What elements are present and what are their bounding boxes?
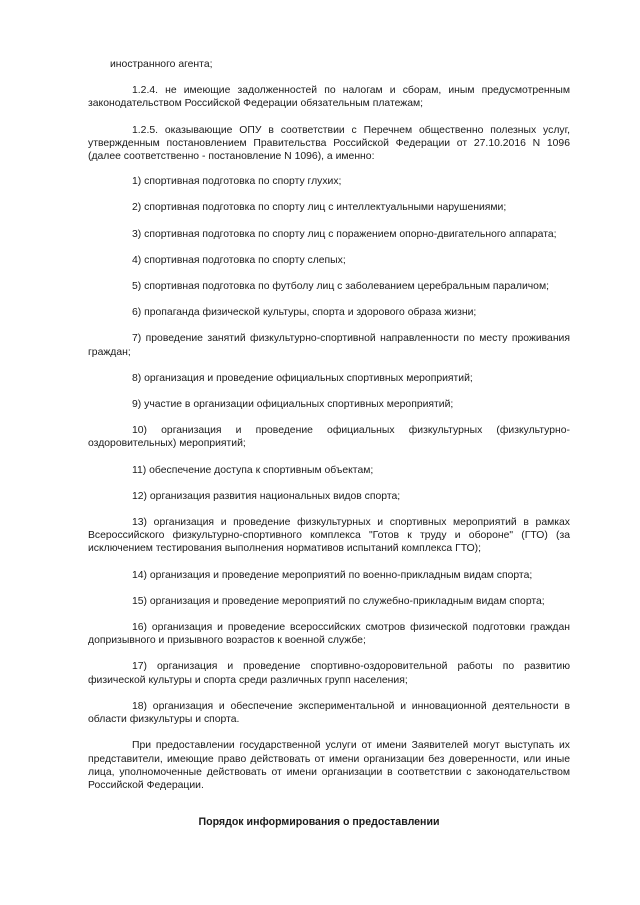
paragraph-1-2-4: 1.2.4. не имеющие задолженностей по налогам и сборам, иным предусмотренным законодательством Российской Федерации обязательным платежам;	[88, 85, 570, 110]
list-item: 1) спортивная подготовка по спорту глухих;	[132, 176, 342, 188]
list-item: 13) организация и проведение физкультурных и спортивных мероприятий в рамках Всероссийского физкультурно-спортивного комплекса "Готов к труду и обороне" (ГТО) (за исключением тестирования выполнения нормативов испытаний комплекса ГТО);	[88, 517, 570, 555]
list-item: 11) обеспечение доступа к спортивным объектам;	[132, 464, 374, 476]
list-item: 4) спортивная подготовка по спорту слепых;	[132, 254, 346, 266]
list-item: 10) организация и проведение официальных физкультурных (физкультурно-оздоровительных) мероприятий;	[88, 425, 570, 450]
list-item: 16) организация и проведение всероссийских смотров физической подготовки граждан допризывного и призывного возрастов к военной службе;	[88, 622, 570, 647]
section-heading: Порядок информирования о предоставлении	[198, 816, 440, 829]
list-item: 15) организация и проведение мероприятий по служебно-прикладным видам спорта;	[132, 595, 545, 607]
paragraph-1-2-5: 1.2.5. оказывающие ОПУ в соответствии с Перечнем общественно полезных услуг, утвержденным постановлением Правительства Российской Федерации от 27.10.2016 N 1096 (далее соответственно - постановление N 1096), а именно:	[88, 124, 570, 163]
list-item: 7) проведение занятий физкультурно-спортивной направленности по месту проживания граждан;	[88, 333, 570, 358]
list-item: 12) организация развития национальных видов спорта;	[132, 490, 401, 502]
list-item: 2) спортивная подготовка по спорту лиц с интеллектуальными нарушениями;	[132, 202, 507, 214]
list-item: 6) пропаганда физической культуры, спорта и здорового образа жизни;	[132, 307, 477, 319]
list-item: 8) организация и проведение официальных спортивных мероприятий;	[132, 372, 473, 384]
intro-fragment: иностранного агента;	[110, 59, 213, 70]
list-item: 5) спортивная подготовка по футболу лиц с заболеванием церебральным параличом;	[132, 281, 549, 293]
list-item: 14) организация и проведение мероприятий по военно-прикладным видам спорта;	[132, 569, 533, 581]
list-item: 18) организация и обеспечение экспериментальной и инновационной деятельности в области физкультуры и спорта.	[88, 700, 570, 726]
list-item: 3) спортивная подготовка по спорту лиц с поражением опорно-двигательного аппарата;	[132, 228, 557, 240]
list-item: 17) организация и проведение спортивно-оздоровительной работы по развитию физической культуры и спорта среди различных групп населения;	[88, 661, 570, 686]
paragraph-representatives: При предоставлении государственной услуги от имени Заявителей могут выступать их представители, имеющие право действовать от имени организации без доверенности, или иные лица, уполномоченные действовать от имени организации в соответствии с законодательством Российской Федерации.	[88, 740, 570, 791]
list-item: 9) участие в организации официальных спортивных мероприятий;	[132, 399, 454, 411]
